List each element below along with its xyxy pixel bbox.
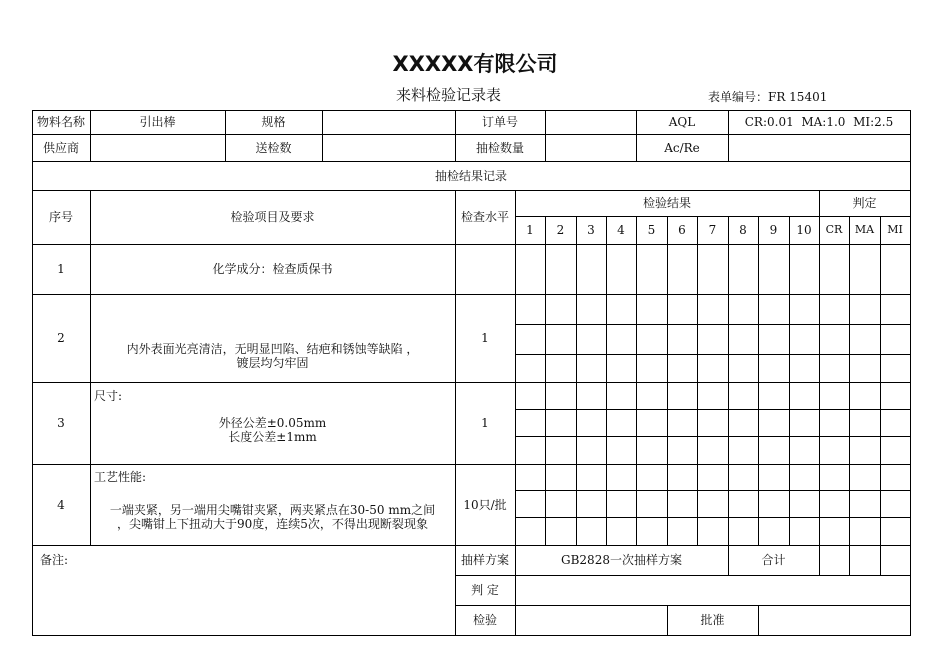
grid-line bbox=[849, 545, 850, 576]
grid-line bbox=[636, 216, 637, 546]
form-number: 表单编号：FR 15401 bbox=[708, 90, 828, 104]
row3-item-line2: 长度公差±1mm bbox=[228, 430, 317, 444]
result-col-8: 8 bbox=[739, 223, 747, 237]
aql-values: CR:0.01 MA:1.0 MI:2.5 bbox=[744, 115, 894, 129]
col-item-header: 检验项目及要求 bbox=[230, 210, 315, 224]
sampling-plan-label: 抽样方案 bbox=[460, 553, 509, 567]
grid-line bbox=[880, 545, 881, 576]
grid-line bbox=[576, 216, 577, 546]
grid-line bbox=[697, 216, 698, 546]
grid-line bbox=[758, 216, 759, 546]
grid-line bbox=[515, 354, 911, 355]
remarks-label: 备注: bbox=[40, 553, 69, 567]
aql-label: AQL bbox=[668, 115, 696, 129]
sampling-plan-value: GB2828一次抽样方案 bbox=[561, 553, 682, 567]
order-no-label: 订单号 bbox=[481, 115, 518, 129]
judge-col-mi: MI bbox=[887, 223, 903, 236]
grid-line bbox=[515, 409, 911, 410]
grid-line bbox=[545, 216, 546, 546]
row2-item-line1: 内外表面光亮清洁，无明显凹陷、结疤和锈蚀等缺陷 ， bbox=[126, 342, 419, 356]
material-name-label: 物料名称 bbox=[36, 115, 85, 129]
col-judge-header: 判定 bbox=[852, 196, 877, 210]
spec-label: 规格 bbox=[261, 115, 286, 129]
grid-line bbox=[758, 605, 759, 636]
row4-item-line2: ，尖嘴钳上下扭动大于90度，连续5次，不得出现断裂现象 bbox=[117, 517, 428, 531]
result-col-5: 5 bbox=[647, 223, 656, 237]
result-col-9: 9 bbox=[769, 223, 778, 237]
grid-line bbox=[515, 324, 911, 325]
grid-line bbox=[455, 575, 911, 576]
row1-item: 化学成分：检查质保书 bbox=[212, 262, 333, 276]
inspect-label: 检验 bbox=[472, 613, 497, 627]
grid-line bbox=[32, 635, 911, 636]
row1-no: 1 bbox=[57, 262, 65, 276]
judge-label: 判 定 bbox=[471, 583, 499, 597]
submit-qty-label: 送检数 bbox=[255, 140, 292, 155]
row4-level: 10只/批 bbox=[463, 497, 507, 512]
approve-label: 批准 bbox=[700, 613, 725, 627]
row4-item-line1: 一端夹紧，另一端用尖嘴钳夹紧，两夹紧点在30-50 mm之间 bbox=[109, 503, 436, 517]
row2-no: 2 bbox=[57, 331, 65, 345]
grid-line bbox=[910, 110, 911, 636]
grid-line bbox=[322, 110, 323, 162]
grid-line bbox=[849, 216, 850, 546]
sample-qty-label: 抽检数量 bbox=[475, 140, 524, 155]
row3-no: 3 bbox=[57, 416, 65, 430]
row4-item-head: 工艺性能: bbox=[94, 470, 147, 484]
supplier-label: 供应商 bbox=[42, 140, 79, 155]
grid-line bbox=[515, 490, 911, 491]
col-no-header: 序号 bbox=[48, 210, 73, 224]
row3-level: 1 bbox=[481, 416, 489, 430]
acre-label: Ac/Re bbox=[664, 140, 700, 155]
result-col-7: 7 bbox=[708, 223, 717, 237]
result-col-3: 3 bbox=[587, 223, 595, 237]
judge-col-ma: MA bbox=[854, 223, 875, 236]
row4-no: 4 bbox=[57, 497, 65, 512]
result-col-1: 1 bbox=[526, 223, 534, 237]
grid-line bbox=[515, 517, 911, 518]
col-result-header: 检验结果 bbox=[642, 196, 691, 210]
judge-col-cr: CR bbox=[825, 223, 843, 236]
row3-item-line1: 外径公差±0.05mm bbox=[218, 416, 327, 430]
grid-line bbox=[515, 436, 911, 437]
row3-item-head: 尺寸: bbox=[94, 389, 123, 403]
total-label: 合计 bbox=[761, 553, 786, 567]
records-title: 抽检结果记录 bbox=[434, 168, 507, 183]
grid-line bbox=[667, 216, 668, 546]
grid-line bbox=[545, 110, 546, 162]
grid-line bbox=[728, 216, 729, 546]
material-name-value: 引出棒 bbox=[139, 115, 176, 129]
company-title: XXXXX有限公司 bbox=[392, 52, 558, 76]
row2-item-line2: 镀层均匀牢固 bbox=[236, 356, 309, 370]
result-col-10: 10 bbox=[796, 223, 812, 237]
grid-line bbox=[819, 545, 820, 576]
grid-line bbox=[606, 216, 607, 546]
form-title: 来料检验记录表 bbox=[396, 86, 502, 104]
grid-line bbox=[880, 216, 881, 546]
result-col-4: 4 bbox=[617, 223, 625, 237]
grid-line bbox=[789, 216, 790, 546]
col-level-header: 检查水平 bbox=[460, 210, 509, 224]
result-col-2: 2 bbox=[556, 223, 565, 237]
row2-level: 1 bbox=[481, 331, 489, 345]
result-col-6: 6 bbox=[678, 223, 686, 237]
